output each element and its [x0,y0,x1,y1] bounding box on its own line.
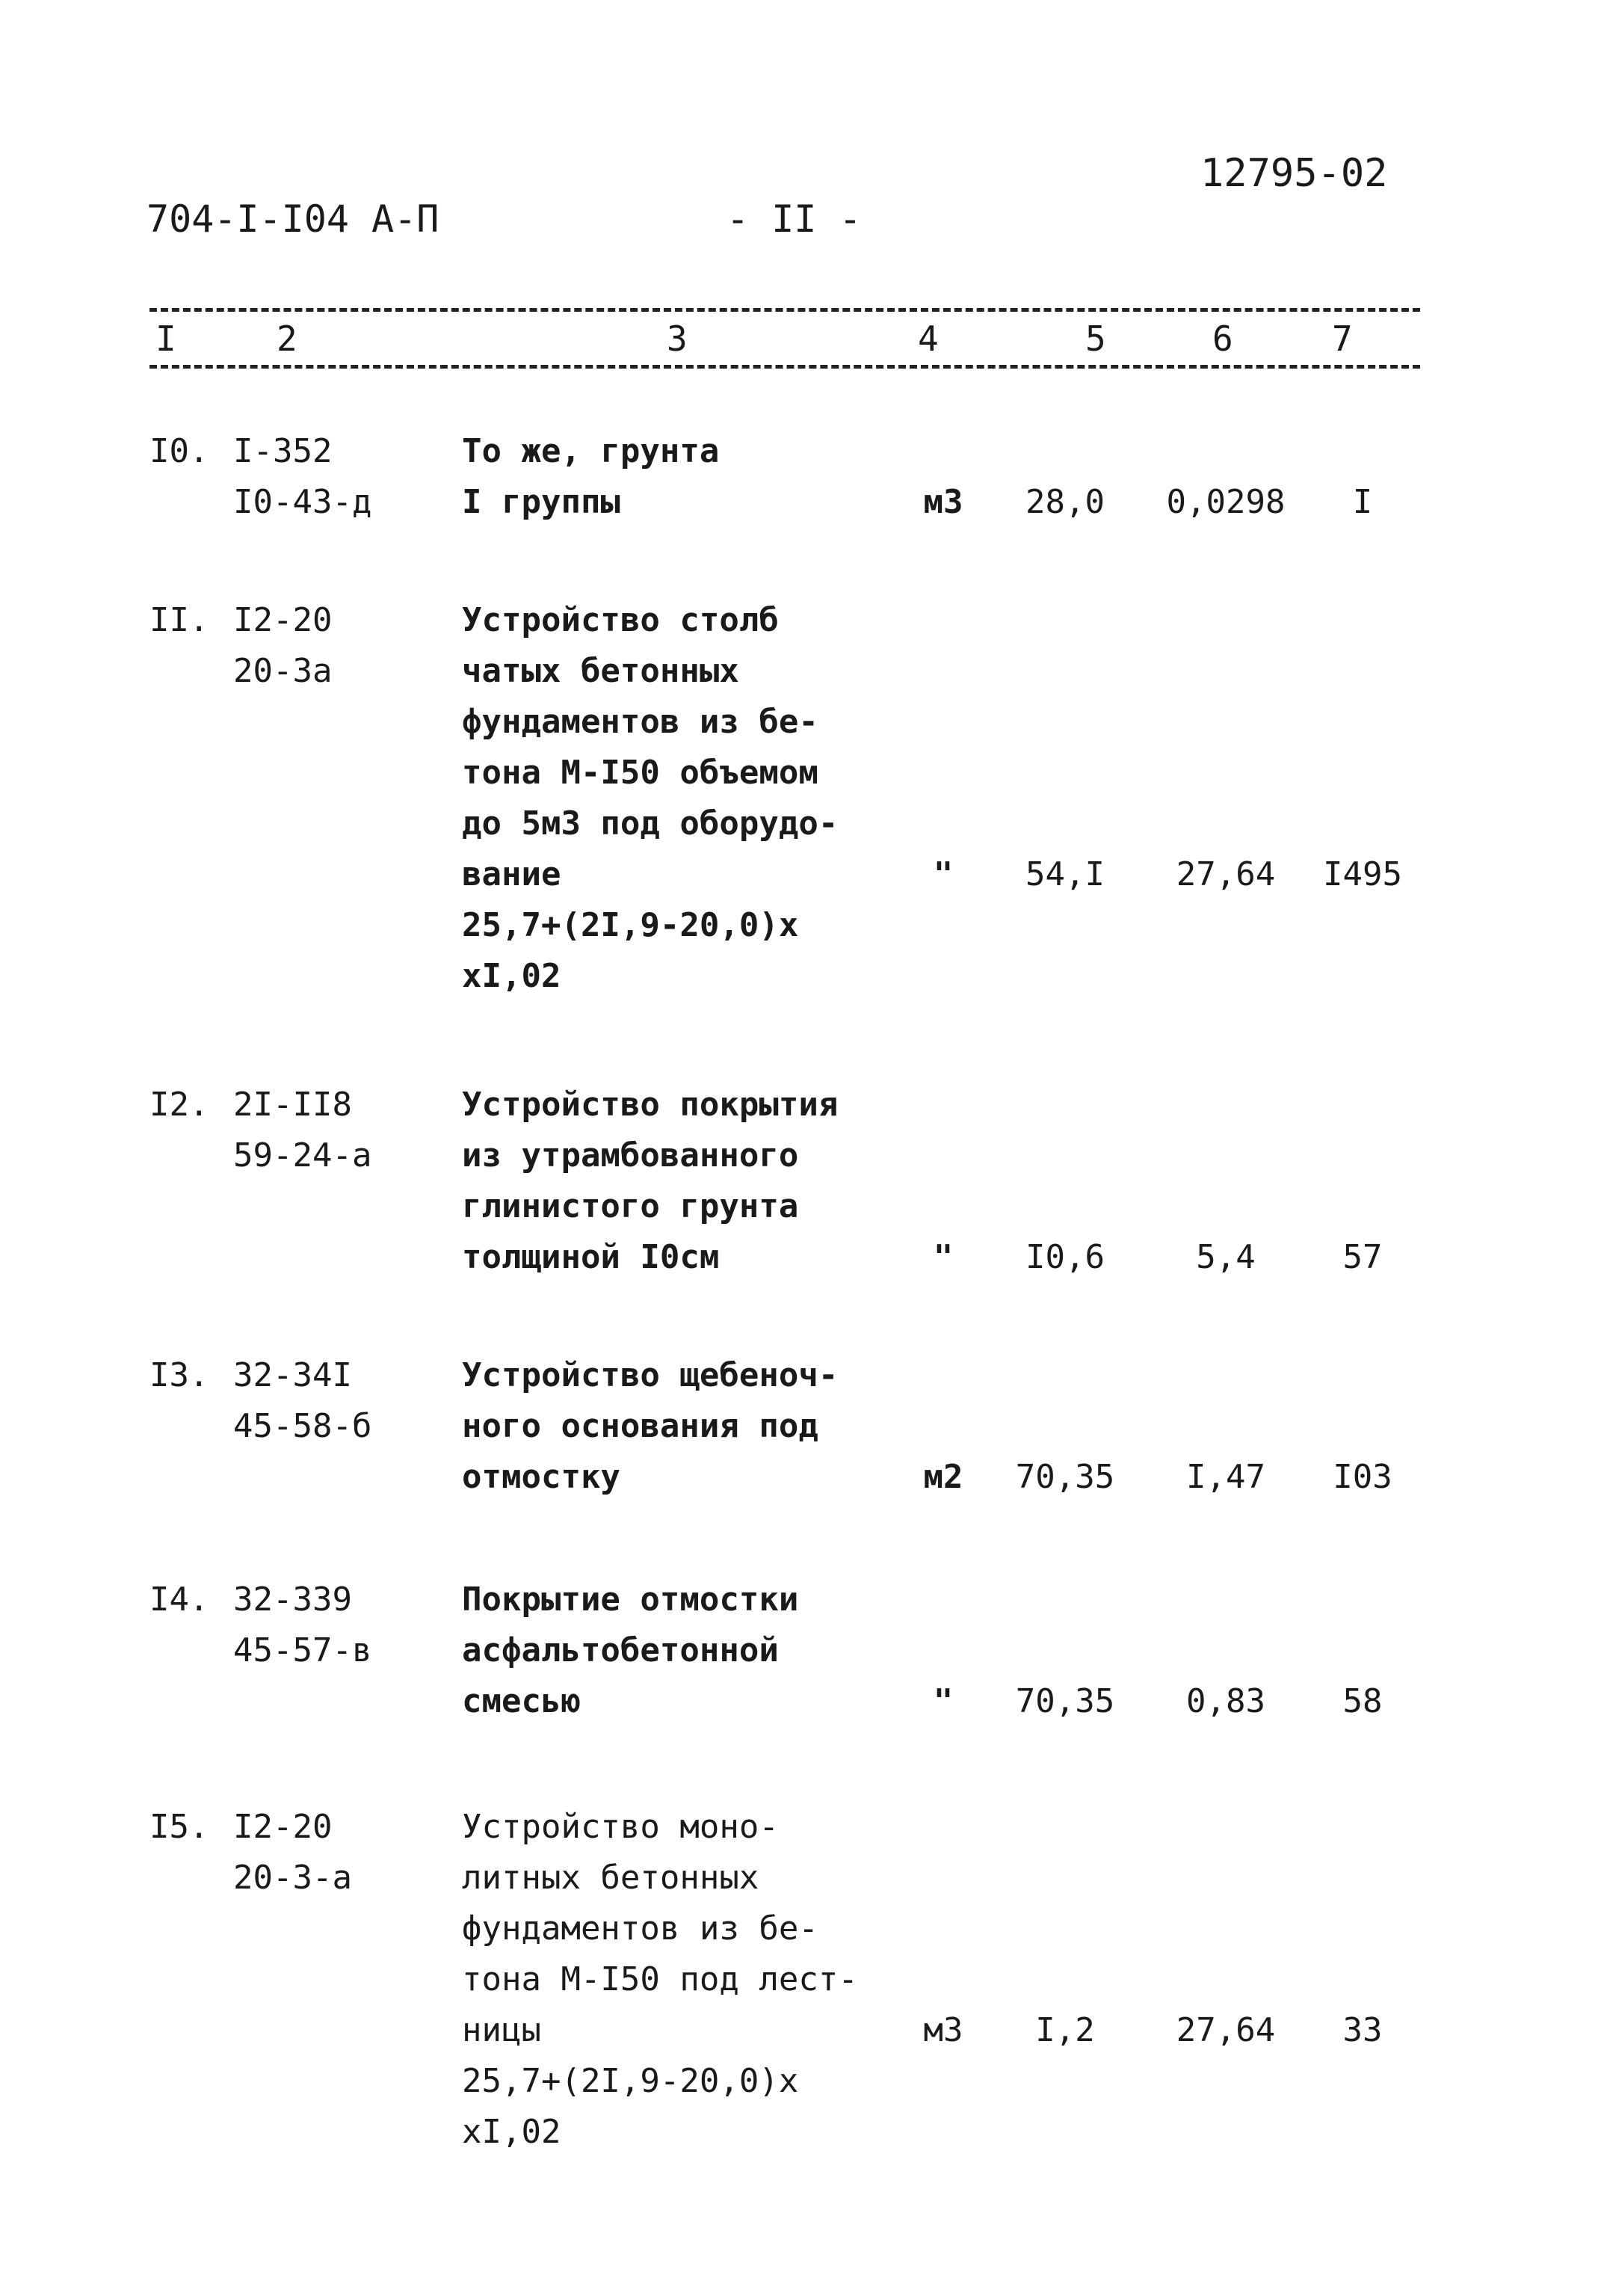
row-code: I2-20 20-3а [233,601,333,690]
row-total: I [1352,483,1373,521]
row-unit-price: 27,64 [1176,855,1276,893]
row-description: Покрытие отмостки асфальтобетонной смесью [462,1581,799,1720]
row-description: Устройство покрытия из утрамбованного глинистого грунта толщиной I0см [462,1086,839,1276]
row-unit-price: I,47 [1186,1458,1265,1496]
row-description: Устройство щебеноч- ного основания под отмостку [462,1356,839,1496]
row-total: 58 [1342,1682,1383,1720]
row-total: 33 [1342,2011,1383,2049]
registration-stamp: 12795-02 [1200,151,1388,196]
document-code: 704-I-I04 А-П [146,197,439,241]
row-description: Устройство моно- литных бетонных фундаментов из бе- тона М-I50 под лест- ницы 25,7+(2I,9-20,0)х хI,02 [462,1808,858,2151]
column-header-7: 7 [1332,318,1353,359]
row-unit: " [933,1238,954,1276]
row-description: То же, грунта I группы [462,432,720,521]
row-description: Устройство столб чатых бетонных фундаментов из бе- тона М-I50 объемом до 5м3 под оборудо- вание 25,7+(2I,9-20,0)х хI,02 [462,601,839,995]
row-total: 57 [1342,1238,1383,1276]
column-header-5: 5 [1085,318,1106,359]
row-number: I4. [149,1581,209,1619]
row-quantity: I0,6 [1025,1238,1105,1276]
header-rule-top [149,308,1420,312]
column-header-1: I [155,318,176,359]
row-total: I03 [1333,1458,1392,1496]
row-unit-price: 0,83 [1186,1682,1265,1720]
row-unit-price: 5,4 [1196,1238,1256,1276]
page-number: - II - [726,197,862,241]
column-header-6: 6 [1212,318,1233,359]
row-code: I-352 I0-43-д [233,432,372,521]
row-number: I0. [149,432,209,470]
row-unit-price: 27,64 [1176,2011,1276,2049]
row-quantity: 70,35 [1015,1682,1115,1720]
row-code: 2I-II8 59-24-а [233,1086,372,1175]
column-header-3: 3 [667,318,688,359]
row-quantity: 28,0 [1025,483,1105,521]
row-quantity: 54,I [1025,855,1105,893]
row-code: 32-34I 45-58-б [233,1356,372,1445]
row-code: 32-339 45-57-в [233,1581,372,1669]
row-unit: м2 [923,1458,963,1496]
column-header-4: 4 [918,318,939,359]
row-number: II. [149,601,209,639]
row-number: I5. [149,1808,209,1846]
row-quantity: I,2 [1035,2011,1095,2049]
row-code: I2-20 20-3-а [233,1808,352,1897]
row-unit-price: 0,0298 [1166,483,1286,521]
row-number: I3. [149,1356,209,1394]
header-rule-bottom [149,365,1420,369]
row-unit: " [933,1682,954,1720]
column-header-2: 2 [277,318,297,359]
row-unit: м3 [923,2011,963,2049]
row-unit: м3 [923,483,963,521]
row-number: I2. [149,1086,209,1124]
row-total: I495 [1323,855,1402,893]
row-unit: " [933,855,954,893]
row-quantity: 70,35 [1015,1458,1115,1496]
